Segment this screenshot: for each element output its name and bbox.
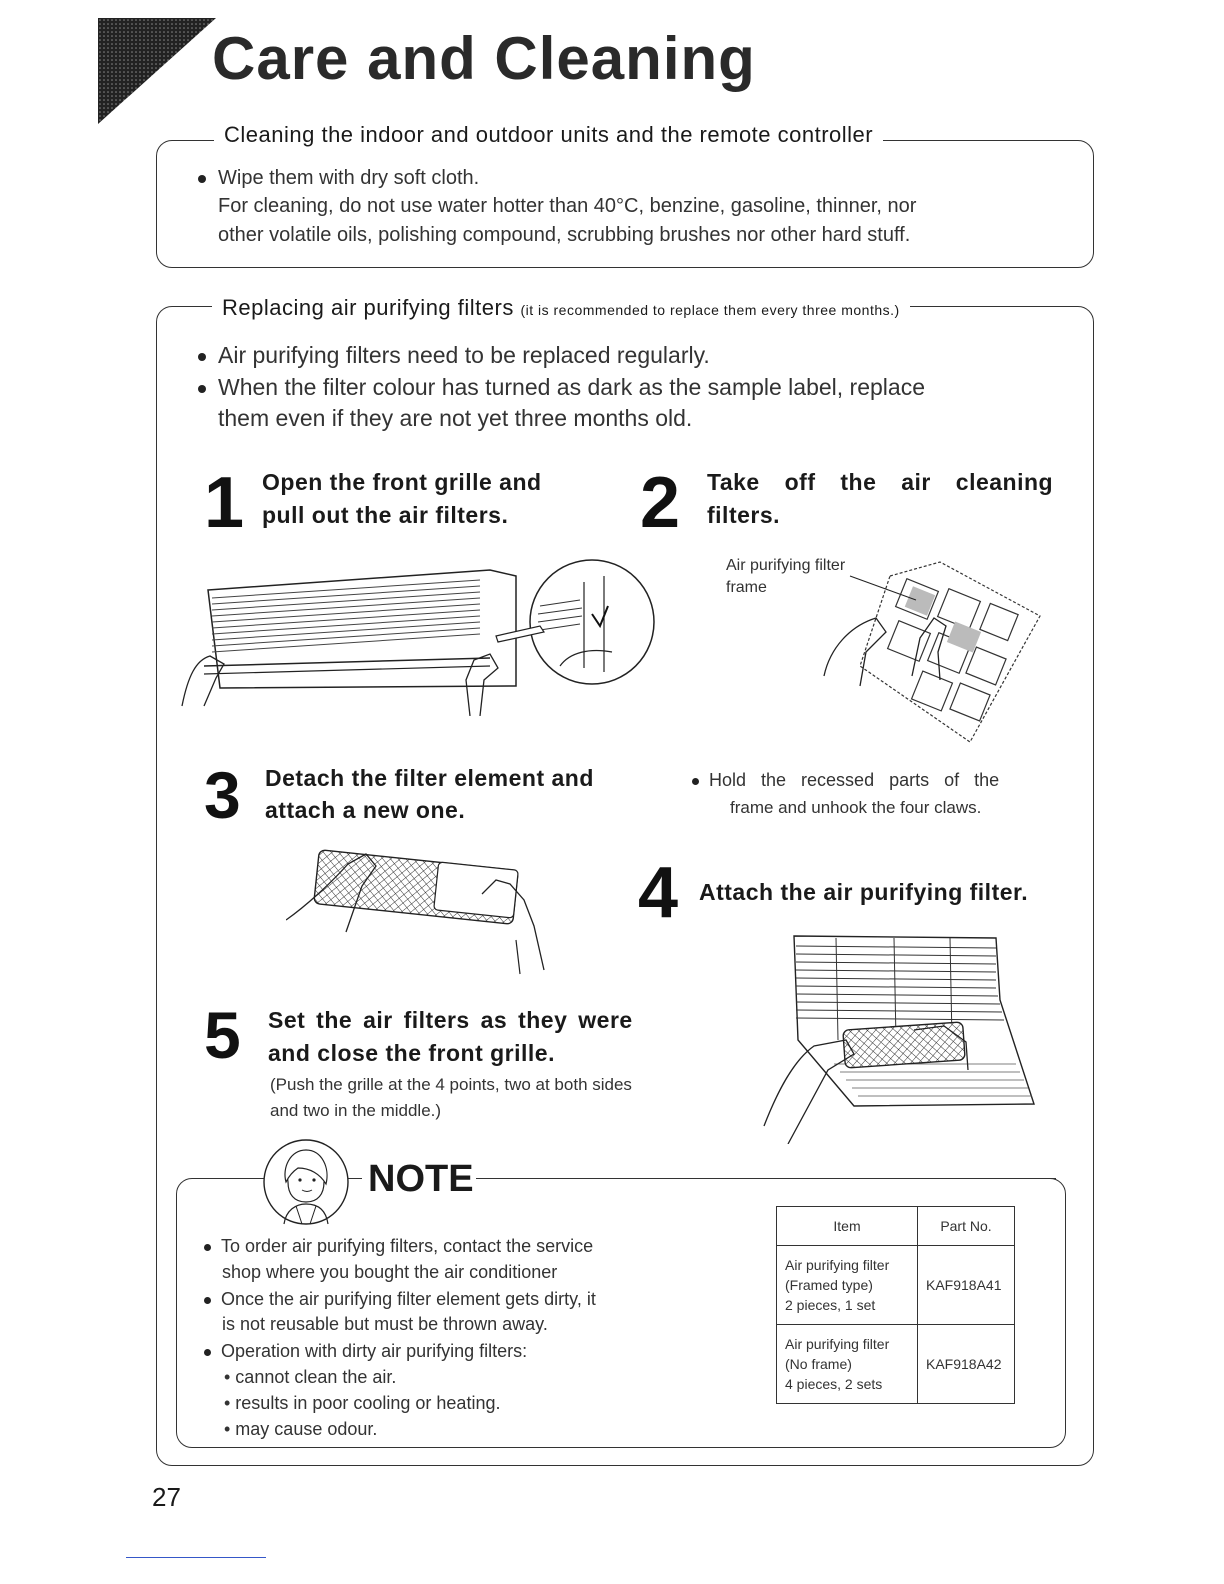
step2-number: 2 xyxy=(640,463,681,543)
hold-bullet: Hold the recessed parts of the xyxy=(710,768,999,792)
step1-line1: Open the front grille and xyxy=(262,469,542,495)
footer-line xyxy=(126,1557,266,1558)
hold-line2: frame and unhook the four claws. xyxy=(730,798,982,817)
parts-table xyxy=(776,1206,1015,1404)
table-header-row xyxy=(777,1207,1015,1246)
step4-line1: Attach the air purifying filter. xyxy=(699,879,1029,905)
note-title: NOTE xyxy=(362,1158,480,1201)
cleaning-text-line1: For cleaning, do not use water hotter than 40°C, benzine, gasoline, thinner, nor xyxy=(218,195,917,217)
row1-item: Air purifying filter (Framed type) 2 pieces, 1 set xyxy=(777,1246,918,1325)
header-part-no: Part No. xyxy=(918,1207,1015,1246)
header-item: Item xyxy=(777,1207,918,1246)
replacing-heading: Replacing air purifying filters (it is recommended to replace them every three months.) xyxy=(212,295,910,321)
page-title: Care and Cleaning xyxy=(212,25,756,92)
replacing-heading-note: (it is recommended to replace them every three months.) xyxy=(520,302,900,318)
page-number: 27 xyxy=(152,1482,181,1512)
note-bullet1-line2: shop where you bought the air conditioner xyxy=(222,1262,558,1282)
step4-number: 4 xyxy=(638,853,679,933)
row2-part-no: KAF918A42 xyxy=(918,1325,1015,1404)
step5-line1: Set the air filters as they were xyxy=(268,1007,633,1033)
replacing-bullet1: Air purifying filters need to be replaced regularly. xyxy=(220,340,710,371)
note-person-icon xyxy=(262,1138,350,1226)
note-sub2: • results in poor cooling or heating. xyxy=(224,1393,501,1413)
note-bullet2-line2: is not reusable but must be thrown away. xyxy=(222,1314,548,1334)
replacing-bullet2: When the filter colour has turned as dark as the sample label, replace xyxy=(220,372,925,403)
attach-filter-illustration xyxy=(754,930,1044,1144)
filter-frame-label2: frame xyxy=(726,579,767,596)
step3-line1: Detach the filter element and xyxy=(265,765,594,791)
step2-line1: Take off the air cleaning xyxy=(707,469,1054,495)
filter-frame-label1: Air purifying filter xyxy=(726,557,846,574)
filter-frame-illustration xyxy=(820,556,1050,746)
step5-note2: and two in the middle.) xyxy=(270,1101,442,1120)
row2-item: Air purifying filter (No frame) 4 pieces, 2 sets xyxy=(777,1325,918,1404)
cleaning-heading: Cleaning the indoor and outdoor units and the remote controller xyxy=(214,122,883,148)
step5-note1: (Push the grille at the 4 points, two at both sides xyxy=(270,1075,632,1094)
step1-number: 1 xyxy=(204,463,245,543)
detach-filter-illustration xyxy=(286,836,556,976)
step2-line2: filters. xyxy=(707,502,781,528)
note-bullet1: To order air purifying filters, contact the service xyxy=(222,1234,593,1258)
step5-line2: and close the front grille. xyxy=(268,1040,555,1066)
step3-number: 3 xyxy=(204,758,241,832)
cleaning-text-line2: other volatile oils, polishing compound, scrubbing brushes nor other hard stuff. xyxy=(218,224,911,246)
note-bullet3: Operation with dirty air purifying filters: xyxy=(222,1339,527,1363)
replacing-bullet2-line2: them even if they are not yet three months old. xyxy=(218,405,693,431)
cleaning-bullet: Wipe them with dry soft cloth. xyxy=(220,164,479,193)
title-corner-triangle xyxy=(98,18,218,126)
row1-part-no: KAF918A41 xyxy=(918,1246,1015,1325)
step3-line2: attach a new one. xyxy=(265,797,466,823)
step5-number: 5 xyxy=(204,998,241,1072)
table-row xyxy=(777,1325,1015,1404)
note-sub1: • cannot clean the air. xyxy=(224,1367,397,1387)
note-divider xyxy=(476,1178,1056,1179)
step1-line2: pull out the air filters. xyxy=(262,502,509,528)
indoor-unit-illustration xyxy=(180,556,660,716)
table-row xyxy=(777,1246,1015,1325)
note-bullet2: Once the air purifying filter element gets dirty, it xyxy=(222,1287,596,1311)
note-sub3: • may cause odour. xyxy=(224,1419,378,1439)
